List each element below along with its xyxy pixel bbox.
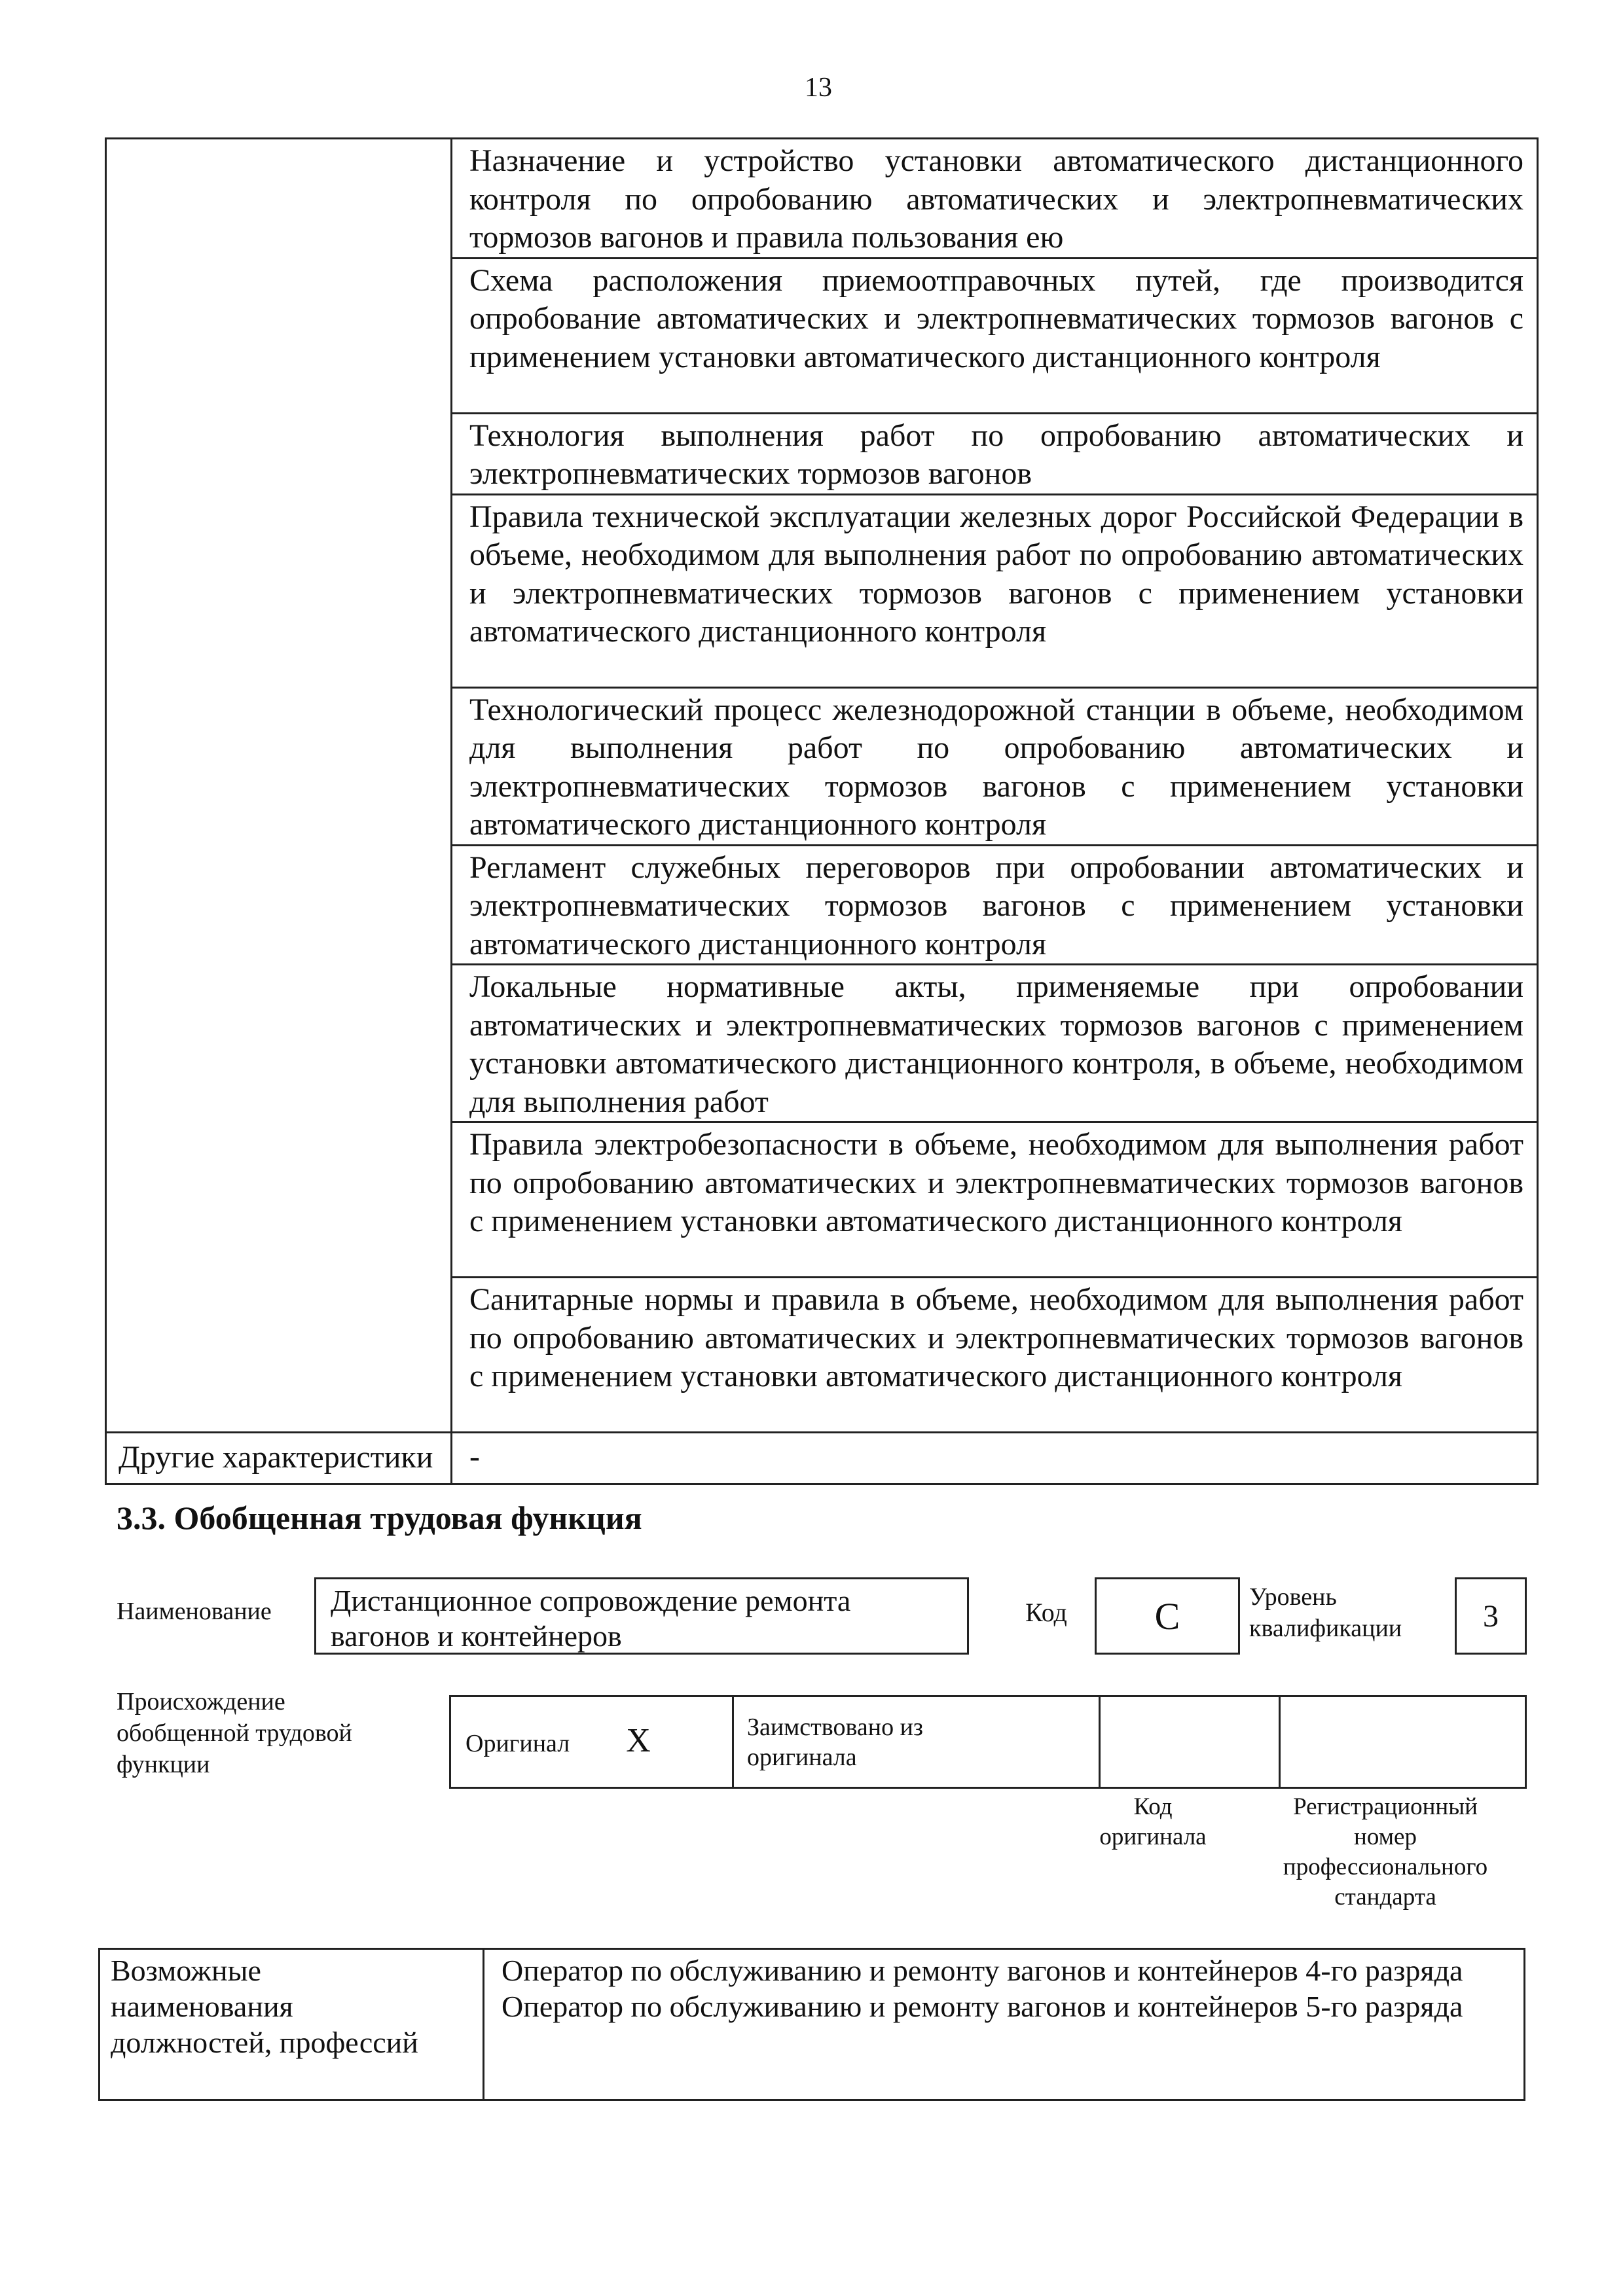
other-characteristics-label: Другие характеристики xyxy=(106,1433,452,1484)
function-name-box: Дистанционное сопровождение ремонта вагонов и контейнеров xyxy=(314,1577,969,1655)
caption-line: стандарта xyxy=(1334,1884,1436,1910)
level-label-line-2: квалификации xyxy=(1249,1615,1402,1642)
knowledge-item: Локальные нормативные акты, применяемые при опробовании автоматических и электропневматических тормозов вагонов с применением установки автоматического дистанционного контроля, в объеме, необходимом для выполнения работ xyxy=(452,965,1538,1122)
knowledge-item: Схема расположения приемоотправочных путей, где производится опробование автоматических и электропневматических тормозов вагонов с применением установки автоматического дистанционного контроля xyxy=(452,258,1538,413)
borrowed-cell xyxy=(733,1696,1100,1788)
knowledge-item: Технологический процесс железнодорожной станции в объеме, необходимом для выполнения работ по опробованию автоматических и электропневматических тормозов вагонов с применением установки автоматического дистанционного контроля xyxy=(452,687,1538,845)
original-mark: X xyxy=(626,1721,651,1759)
registration-number-cell xyxy=(1280,1696,1526,1788)
origin-table xyxy=(449,1695,1527,1789)
caption-original-code xyxy=(1065,1792,1241,1852)
level-box: 3 xyxy=(1455,1577,1527,1655)
caption-line: Регистрационный xyxy=(1293,1793,1478,1820)
position-item: Оператор по обслуживанию и ремонту вагонов и контейнеров 5-го разряда xyxy=(501,1990,1463,2023)
page-number: 13 xyxy=(805,73,832,103)
caption-line: оригинала xyxy=(1099,1823,1207,1850)
table-row xyxy=(106,1433,1538,1484)
table-row xyxy=(106,139,1538,259)
original-label: Оригинал xyxy=(465,1729,570,1757)
caption-registration-number xyxy=(1241,1792,1529,1912)
possible-positions-table xyxy=(98,1948,1525,2101)
origin-label-line-3: функции xyxy=(117,1751,210,1778)
knowledge-item: Правила электробезопасности в объеме, необходимом для выполнения работ по опробованию автоматических и электропневматических тормозов вагонов с применением установки автоматического дистанционного контроля xyxy=(452,1122,1538,1278)
other-characteristics-value: - xyxy=(452,1433,1538,1484)
knowledge-item: Технология выполнения работ по опробованию автоматических и электропневматических тормозов вагонов xyxy=(452,413,1538,494)
caption-line: номер xyxy=(1354,1823,1417,1850)
positions-list-cell xyxy=(484,1949,1525,2100)
original-cell xyxy=(450,1696,733,1788)
positions-label-cell xyxy=(100,1949,484,2100)
borrowed-label-line-2: оригинала xyxy=(747,1743,857,1771)
level-label-line-1: Уровень xyxy=(1249,1583,1337,1611)
knowledge-item: Регламент служебных переговоров при опробовании автоматических и электропневматических тормозов вагонов с применением установки автоматического дистанционного контроля xyxy=(452,845,1538,965)
positions-label-line: наименования xyxy=(111,1990,293,2023)
knowledge-item: Назначение и устройство установки автоматического дистанционного контроля по опробованию автоматических и электропневматических тормозов вагонов и правила пользования ею xyxy=(452,139,1538,259)
knowledge-item: Правила технической эксплуатации железных дорог Российской Федерации в объеме, необходимом для выполнения работ по опробованию автоматических и электропневматических тормозов вагонов с применением установки автоматического дистанционного контроля xyxy=(452,494,1538,687)
caption-line: Код xyxy=(1133,1793,1173,1820)
code-box: C xyxy=(1095,1577,1240,1655)
origin-label-line-1: Происхождение xyxy=(117,1688,285,1715)
empty-label-cell xyxy=(106,139,452,1433)
required-knowledge-table xyxy=(105,137,1539,1485)
original-code-cell xyxy=(1100,1696,1280,1788)
caption-line: профессионального xyxy=(1283,1854,1488,1880)
position-item: Оператор по обслуживанию и ремонту вагонов и контейнеров 4-го разряда xyxy=(501,1954,1463,1987)
borrowed-label-line-1: Заимствовано из xyxy=(747,1713,923,1741)
knowledge-item: Санитарные нормы и правила в объеме, необходимом для выполнения работ по опробованию автоматических и электропневматических тормозов вагонов с применением установки автоматического дистанционного контроля xyxy=(452,1278,1538,1433)
origin-label-line-2: обобщенной трудовой xyxy=(117,1719,352,1747)
name-label: Наименование xyxy=(117,1598,272,1625)
positions-label-line: должностей, профессий xyxy=(111,2026,418,2059)
positions-label-line: Возможные xyxy=(111,1954,261,1987)
section-heading: 3.3. Обобщенная трудовая функция xyxy=(117,1499,642,1536)
code-label: Код xyxy=(1025,1598,1067,1627)
